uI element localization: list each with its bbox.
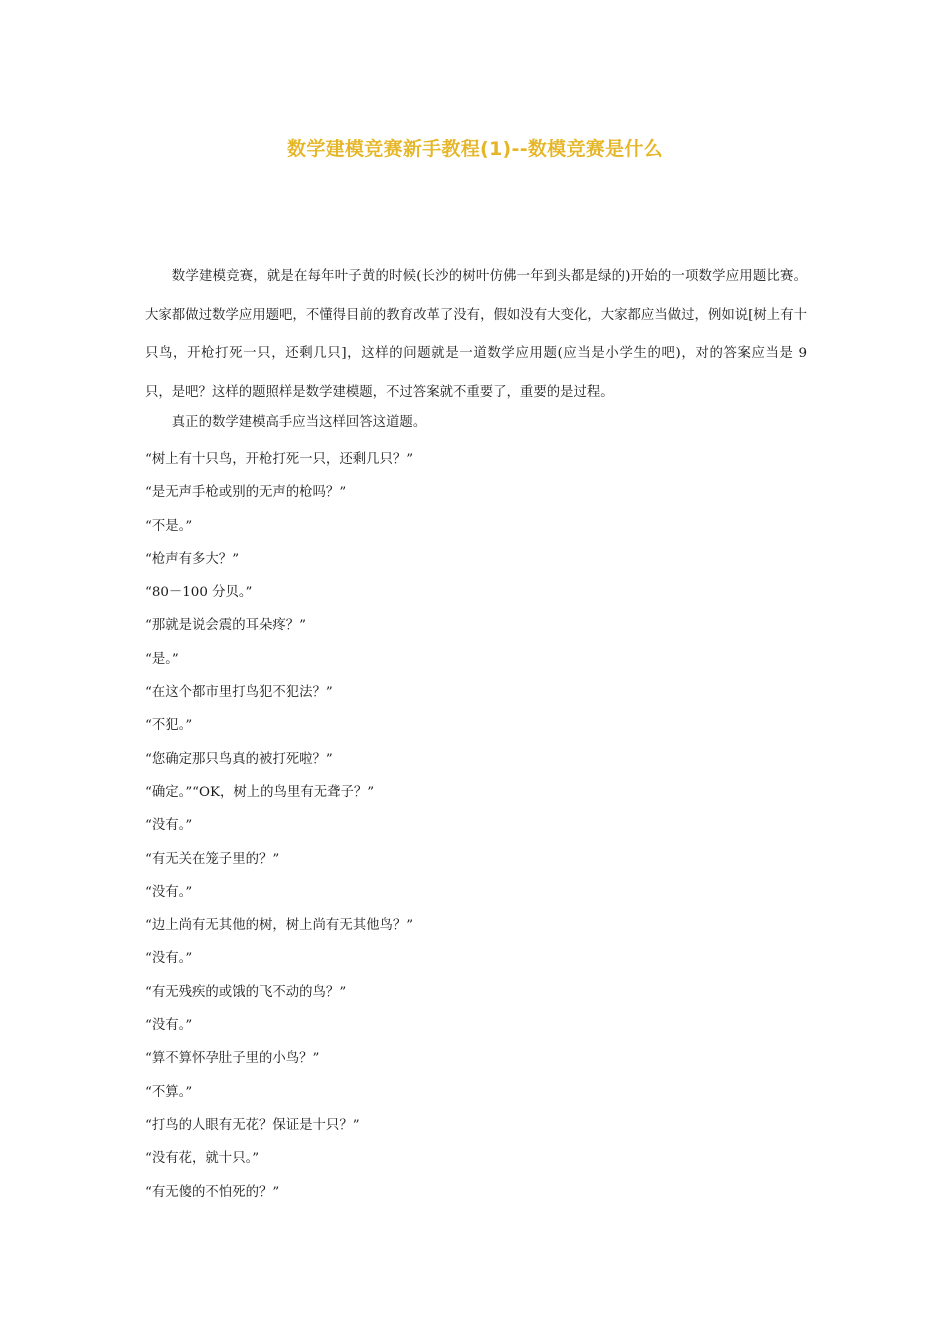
dialogue-line: “没有。” bbox=[145, 884, 193, 900]
dialogue-line: “不算。” bbox=[145, 1084, 193, 1100]
dialogue-line: “您确定那只鸟真的被打死啦？” bbox=[145, 751, 333, 767]
dialogue-line: “没有花，就十只。” bbox=[145, 1151, 260, 1167]
dialogue-line: “没有。” bbox=[145, 1018, 193, 1034]
dialogue-line: “80－100 分贝。” bbox=[145, 585, 253, 601]
dialogue-line: “是无声手枪或别的无声的枪吗？” bbox=[145, 485, 347, 501]
dialogue-line: “算不算怀孕肚子里的小鸟？” bbox=[145, 1051, 320, 1067]
dialogue-line: “没有。” bbox=[145, 951, 193, 967]
dialogue-line: “有无关在笼子里的？” bbox=[145, 851, 280, 867]
dialogue-line: “在这个都市里打鸟犯不犯法？” bbox=[145, 685, 333, 701]
dialogue-line: “是。” bbox=[145, 651, 179, 667]
dialogue-line: “那就是说会震的耳朵疼？” bbox=[145, 618, 306, 634]
dialogue-line: “没有。” bbox=[145, 818, 193, 834]
dialogue-line: “边上尚有无其他的树，树上尚有无其他鸟？” bbox=[145, 918, 414, 934]
dialogue-list bbox=[145, 446, 807, 1212]
dialogue-line: “打鸟的人眼有无花？保证是十只？” bbox=[145, 1117, 360, 1133]
dialogue-line: “枪声有多大？” bbox=[145, 551, 240, 567]
intro-paragraph: 数学建模竞赛，就是在每年叶子黄的时候(长沙的树叶仿佛一年到头都是绿的)开始的一项数学应用题比赛。大家都做过数学应用题吧，不懂得目前的教育改革了没有，假如没有大变化，大家都应当做过，例如说[树上有十只鸟，开枪打死一只，还剩几只]，这样的问题就是一道数学应用题(应当是小学生的吧)，对的答案应当是 9 只，是吧？这样的题照样是数学建模题，不过答案就不重要了，重要的是过程。 bbox=[145, 269, 807, 400]
dialogue-line: “有无残疾的或饿的飞不动的鸟？” bbox=[145, 984, 347, 1000]
dialogue-line: “不犯。” bbox=[145, 718, 193, 734]
document-title: 数学建模竞赛新手教程(1)--数模竞赛是什么 bbox=[287, 138, 663, 160]
dialogue-line: “确定。”“OK，树上的鸟里有无聋子？” bbox=[145, 784, 375, 800]
second-paragraph: 真正的数学建模高手应当这样回答这道题。 bbox=[171, 415, 427, 430]
dialogue-line: “有无傻的不怕死的？” bbox=[145, 1184, 280, 1200]
dialogue-line: “不是。” bbox=[145, 518, 193, 534]
dialogue-line: “树上有十只鸟，开枪打死一只，还剩几只？” bbox=[145, 452, 414, 467]
